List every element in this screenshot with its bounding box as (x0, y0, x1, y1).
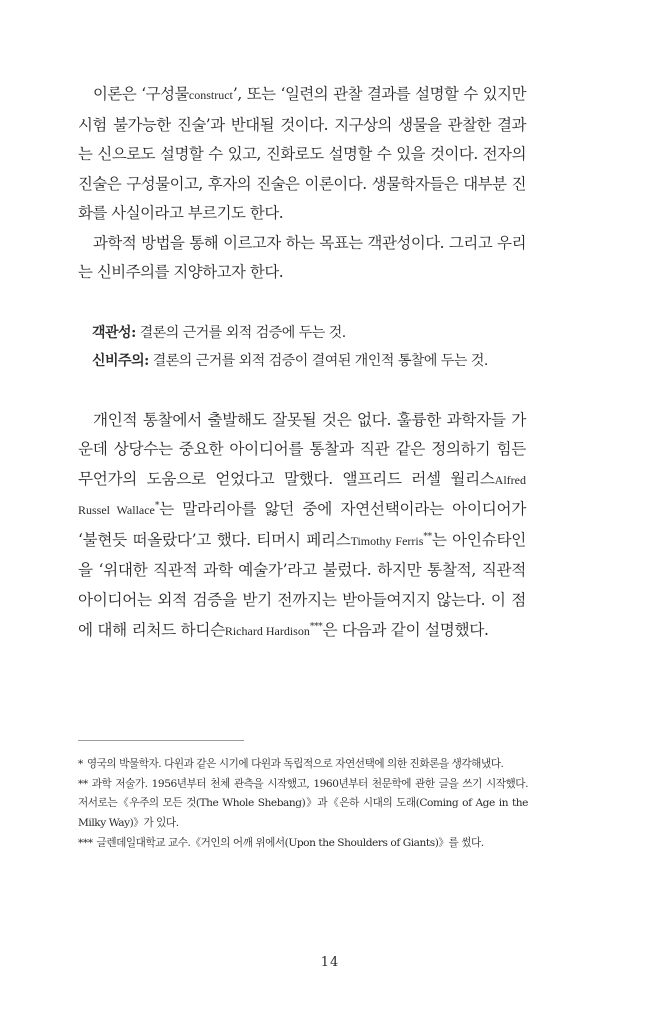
footnote-ref[interactable]: ** (423, 531, 432, 542)
definitions (92, 319, 526, 375)
english-term: construct (188, 88, 233, 102)
footnote-ref[interactable]: * (154, 501, 160, 512)
paragraph-insight: 개인적 통찰에서 출발해도 잘못될 것은 없다. 훌륭한 과학자들 가운데 상당수는 중요한 아이디어를 통찰과 직관 같은 정의하기 힘든 무언가의 도움으로 얻었다고 말했다. 앨프리드 러셀 월리스Alfred Russel Wallace*는 말라리아를 앓던 중에 자연선택이라는 아이디어가 ‘불현듯 떠올랐다’고 했다. 티머시 페리스Timothy Ferris**는 아인슈타인을 ‘위대한 직관적 과학 예술가’라고 불렀다. 하지만 통찰적, 직관적 아이디어는 외적 검증을 받기 전까지는 받아들여지지 않는다. 이 점에 대해 리처드 하디슨Richard Hardison***은 다음과 같이 설명했다. (78, 410, 526, 639)
english-name: Timothy Ferris (350, 533, 424, 548)
paragraph-objectivity: 과학적 방법을 통해 이르고자 하는 목표는 객관성이다. 그리고 우리는 신비주의를 지양하고자 한다. (78, 233, 526, 281)
page-body (78, 80, 526, 646)
definition-objectivity: 객관성: 결론의 근거를 외적 검증에 두는 것. (92, 324, 346, 341)
definition-mysticism: 신비주의: 결론의 근거를 외적 검증이 결여된 개인적 통찰에 두는 것. (92, 352, 488, 369)
english-name: Richard Hardison (224, 623, 310, 638)
footnote: *** 글렌데일대학교 교수.《거인의 어깨 위에서(Upon the Shoulders of Giants)》를 썼다. (78, 836, 484, 849)
footnote: ** 과학 저술가. 1956년부터 천체 관측을 시작했고, 1960년부터 천문학에 관한 글을 쓰기 시작했다. 저서로는《우주의 모든 것(The Whole Shebang)》과《은하 시대의 도래(Coming of Age in the Milky Way)》가 있다. (78, 778, 528, 829)
paragraph-theory: 이론은 ‘구성물construct’, 또는 ‘일련의 관찰 결과를 설명할 수 있지만 시험 불가능한 진술’과 반대될 것이다. 지구상의 생물을 관찰한 결과는 신으로도 설명할 수 있고, 진화로도 설명할 수 있을 것이다. 전자의 진술은 구성물이고, 후자의 진술은 이론이다. 생물학자들은 대부분 진화를 사실이라고 부르기도 한다. (78, 85, 526, 222)
footnote: * 영국의 박물학자. 다윈과 같은 시기에 다윈과 독립적으로 자연선택에 의한 진화론을 생각해냈다. (78, 758, 504, 770)
footnotes (78, 755, 528, 854)
english-name: Alfred Russel Wallace (78, 472, 526, 518)
footnote-ref[interactable]: *** (309, 621, 323, 632)
page-number: 14 (320, 955, 340, 970)
footnote-divider (78, 740, 244, 741)
